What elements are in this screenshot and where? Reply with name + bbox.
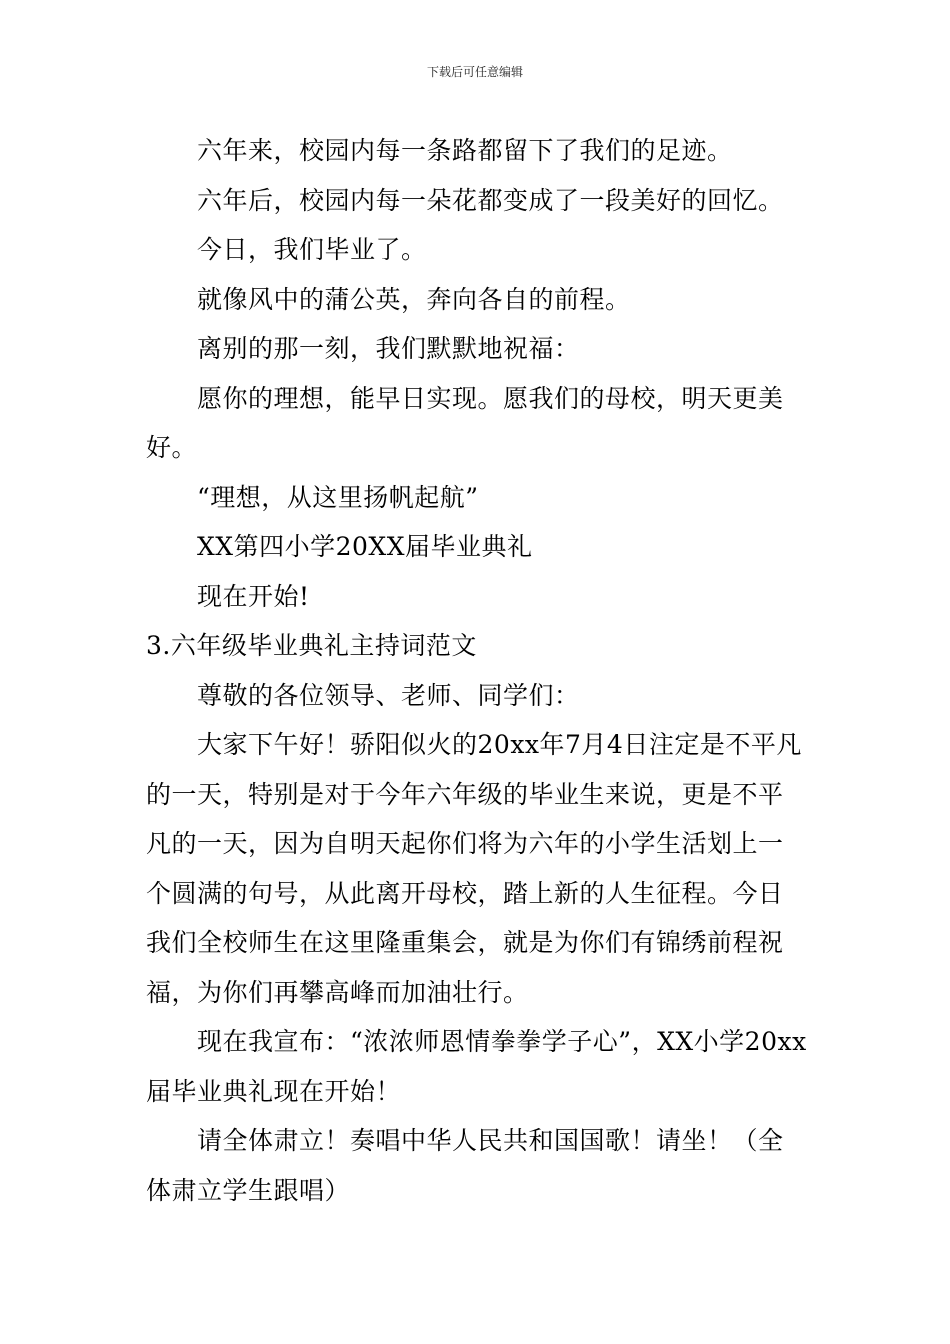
paragraph: “理想，从这里扬帆起航” — [197, 482, 479, 512]
paragraph: 今日，我们毕业了。 — [197, 235, 427, 264]
paragraph: 大家下午好！骄阳似火的20xx年7月4日注定是不平凡的一天，特别是对于今年六年级的毕业生来说，更是不平凡的一天，因为自明天起你们将为六年的小学生活划上一个圆满的句号，从此离开母校，踏上新的人生征程。今日我们全校师生在这里隆重集会，就是为你们有锦绣前程祝福，为你们再攀高峰而加油壮行。 — [146, 730, 802, 1007]
paragraph: 请全体肃立！奏唱中华人民共和国国歌！请坐！（全体肃立学生跟唱） — [146, 1126, 784, 1205]
paragraph: 六年后，校园内每一朵花都变成了一段美好的回忆。 — [197, 185, 784, 215]
document-body — [146, 126, 808, 1215]
paragraph: 现在我宣布：“浓浓师恩情拳拳学子心”，XX小学20xx届毕业典礼现在开始！ — [146, 1027, 807, 1106]
paragraph: XX第四小学20XX届毕业典礼 — [197, 532, 533, 561]
page-header: 下载后可任意编辑 — [426, 65, 523, 79]
paragraph: 离别的那一刻，我们默默地祝福： — [197, 334, 580, 363]
paragraph: 愿你的理想，能早日实现。愿我们的母校，明天更美好。 — [146, 383, 784, 462]
paragraph: 六年来，校园内每一条路都留下了我们的足迹。 — [197, 136, 733, 165]
paragraph: 就像风中的蒲公英，奔向各自的前程。 — [197, 284, 631, 314]
section-heading: 3.六年级毕业典礼主持词范文 — [146, 631, 477, 660]
paragraph: 现在开始! — [197, 581, 310, 611]
paragraph: 尊敬的各位领导、老师、同学们： — [197, 680, 580, 710]
